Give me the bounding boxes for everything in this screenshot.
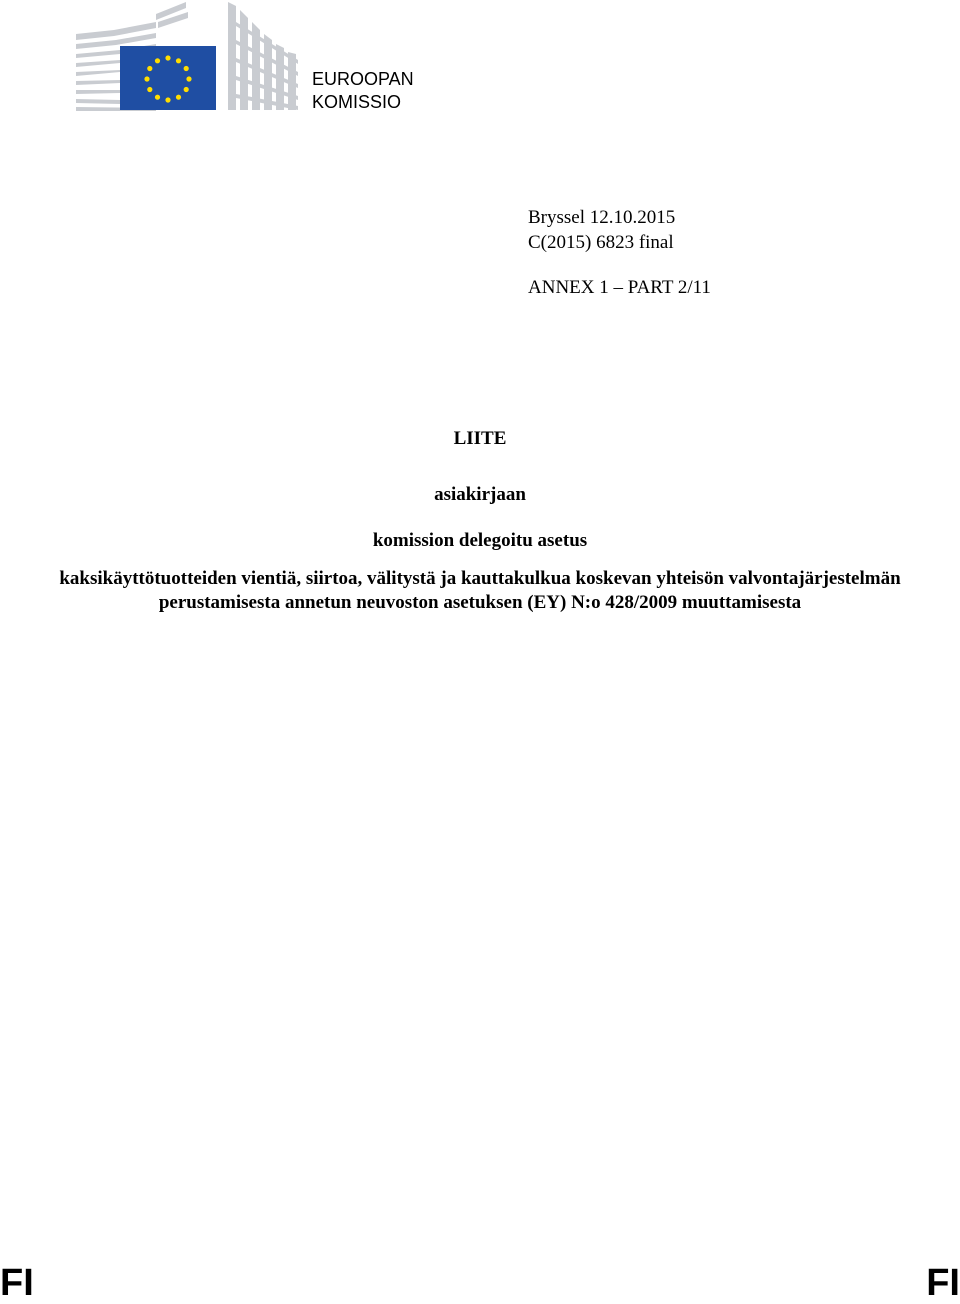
document-subject: kaksikäyttötuotteiden vientiä, siirtoa, välitystä ja kauttakulkua koskevan yhteisön valvontajärjestelmän perustamisesta annetun neuvoston asetuksen (EY) N:o 428/2009 muuttamisesta xyxy=(59,568,901,613)
organization-name-line-2: KOMISSIO xyxy=(312,92,402,112)
annex-label: ANNEX 1 – PART 2/11 xyxy=(528,277,711,298)
document-meta xyxy=(528,205,711,300)
document-reference-label: asiakirjaan xyxy=(434,484,526,505)
document-type: komission delegoitu asetus xyxy=(372,530,588,551)
organization-name xyxy=(312,68,414,114)
organization-name-line-1: EUROOPAN xyxy=(312,69,414,89)
european-commission-logo-icon xyxy=(76,0,298,112)
language-code-left: FI xyxy=(0,1262,34,1304)
page-title: LIITE xyxy=(453,428,507,449)
place-date: Bryssel 12.10.2015 xyxy=(528,207,676,228)
language-code-right: FI xyxy=(926,1262,960,1304)
title-block xyxy=(40,427,920,615)
document-reference: C(2015) 6823 final xyxy=(528,232,674,253)
